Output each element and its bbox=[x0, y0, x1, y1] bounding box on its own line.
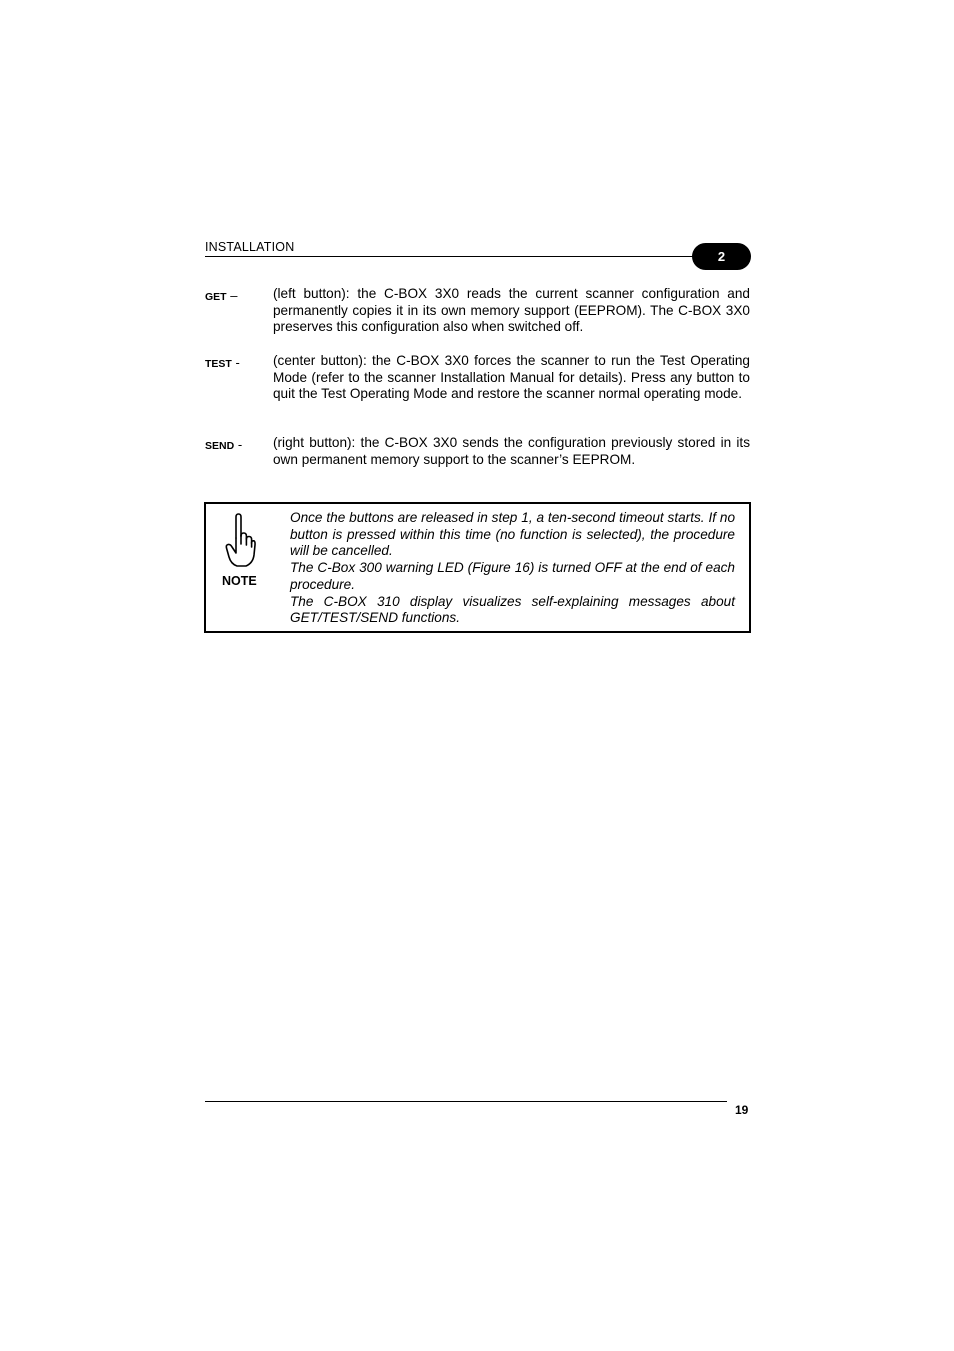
note-paragraph: Once the buttons are released in step 1, a ten-second timeout starts. If no button is pressed within this time (no function is selected), the procedure will be cancelled. bbox=[290, 510, 735, 559]
page-number: 19 bbox=[735, 1103, 749, 1117]
term-key: TEST bbox=[205, 358, 232, 370]
term-key: SEND bbox=[205, 440, 235, 452]
note-box bbox=[204, 502, 751, 633]
term-key: GET bbox=[205, 291, 227, 303]
term-separator: - bbox=[237, 437, 243, 452]
term-separator: - bbox=[235, 355, 240, 370]
pointing-hand-icon bbox=[224, 512, 256, 568]
term-get bbox=[205, 288, 237, 303]
section-title: INSTALLATION bbox=[205, 240, 295, 254]
term-separator: – bbox=[230, 288, 238, 303]
header-rule bbox=[205, 256, 705, 257]
footer-rule bbox=[205, 1101, 727, 1102]
note-paragraph: The C-BOX 310 display visualizes self-explaining messages about GET/TEST/SEND functions. bbox=[290, 593, 735, 626]
definition-text: (right button): the C-BOX 3X0 sends the configuration previously stored in its own permanent memory support to the scanner’s EEPROM. bbox=[273, 435, 750, 467]
note-paragraph: The C-Box 300 warning LED (Figure 16) is turned OFF at the end of each procedure. bbox=[290, 560, 735, 592]
chapter-badge: 2 bbox=[692, 243, 751, 270]
note-label: NOTE bbox=[222, 574, 257, 588]
note-text bbox=[290, 510, 735, 627]
term-test bbox=[205, 355, 240, 370]
definition-text: (center button): the C-BOX 3X0 forces the scanner to run the Test Operating Mode (refer to the scanner Installation Manual for details). Press any button to quit the Test Operating Mode and restore the scanner normal operating mode. bbox=[273, 353, 750, 402]
definition-text: (left button): the C-BOX 3X0 reads the current scanner configuration and permanently copies it in its own memory support (EEPROM). The C-BOX 3X0 preserves this configuration also when switched off. bbox=[273, 286, 750, 335]
term-send bbox=[205, 437, 242, 452]
